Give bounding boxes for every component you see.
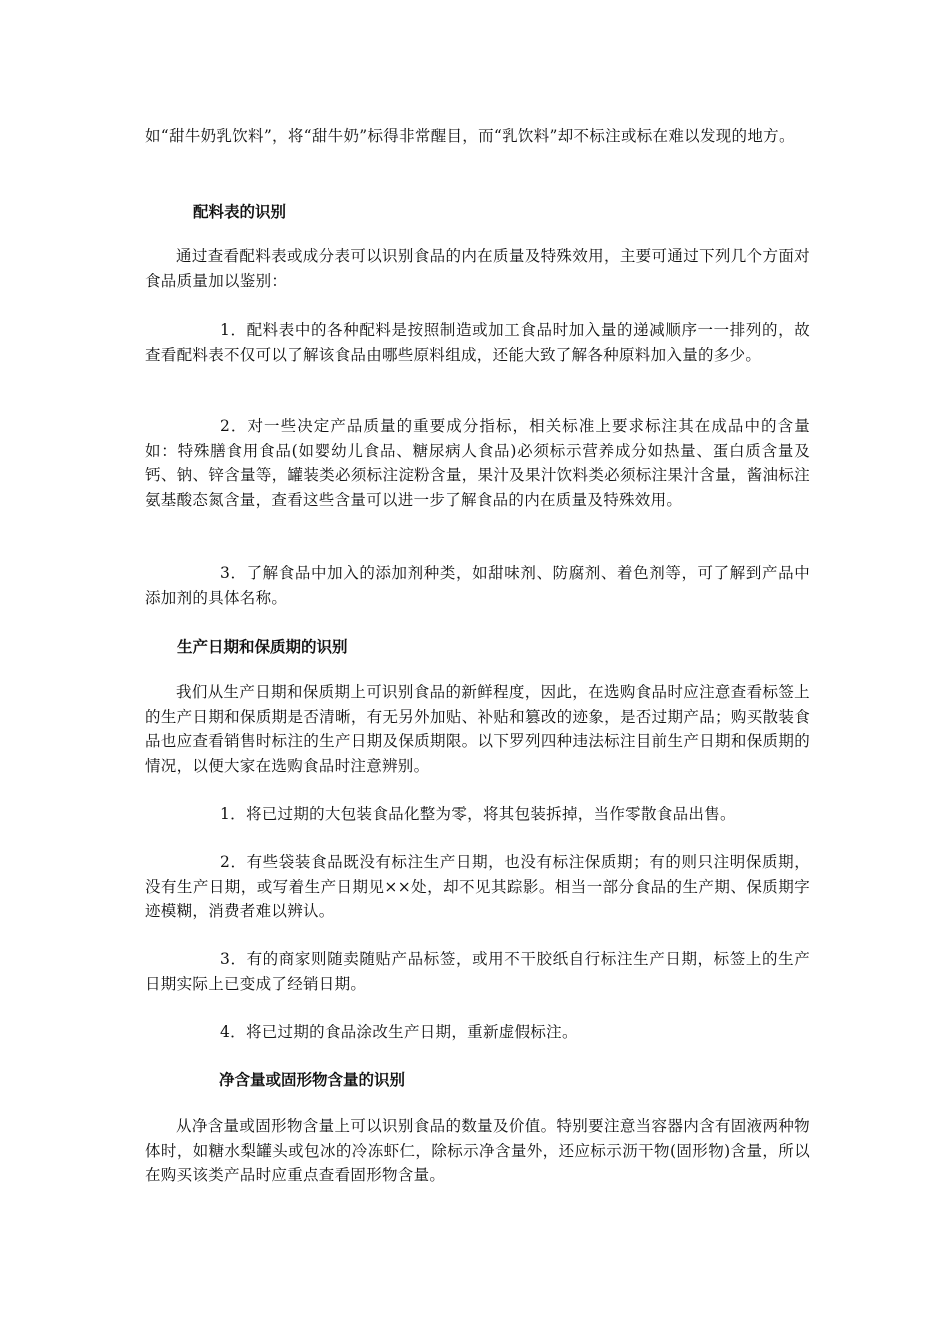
heading-net-content: 净含量或固形物含量的识别	[219, 1071, 406, 1089]
heading-ingredients: 配料表的识别	[193, 203, 287, 221]
paragraph-dates-item-3: 3．有的商家则随卖随贴产品标签，或用不干胶纸自行标注生产日期，标签上的生产日期实际上已变成了经销日期。	[145, 950, 810, 993]
paragraph-dates-intro: 我们从生产日期和保质期上可识别食品的新鲜程度，因此，在选购食品时应注意查看标签上的生产日期和保质期是否清晰，有无另外加贴、补贴和篡改的迹象，是否过期产品；购买散装食品也应查看销售时标注的生产日期及保质期限。以下罗列四种违法标注目前生产日期和保质期的情况，以便大家在选购食品时注意辨别。	[145, 683, 810, 775]
paragraph-dates-item-1: 1．将已过期的大包装食品化整为零，将其包装拆掉，当作零散食品出售。	[220, 805, 736, 823]
paragraph-ingredients-item-2: 2．对一些决定产品质量的重要成分指标，相关标准上要求标注其在成品中的含量如：特殊膳食用食品(如婴幼儿食品、糖尿病人食品)必须标示营养成分如热量、蛋白质含量及钙、钠、锌含量等，罐装类必须标注淀粉含量，果汁及果汁饮料类必须标注果汁含量，酱油标注氨基酸态氮含量，查看这些含量可以进一步了解食品的内在质量及特殊效用。	[145, 417, 810, 509]
paragraph-dates-item-4: 4．将已过期的食品涂改生产日期，重新虚假标注。	[220, 1023, 578, 1041]
paragraph-ingredients-intro: 通过查看配料表或成分表可以识别食品的内在质量及特殊效用，主要可通过下列几个方面对食品质量加以鉴别：	[145, 247, 810, 290]
heading-dates: 生产日期和保质期的识别	[177, 638, 348, 656]
paragraph-net-content: 从净含量或固形物含量上可以识别食品的数量及价值。特别要注意当容器内含有固液两种物体时，如糖水梨罐头或包冰的冷冻虾仁，除标示净含量外，还应标示沥干物(固形物)含量，所以在购买该类产品时应重点查看固形物含量。	[145, 1117, 810, 1184]
paragraph-ingredients-item-1: 1．配料表中的各种配料是按照制造或加工食品时加入量的递减顺序一一排列的，故查看配料表不仅可以了解该食品由哪些原料组成，还能大致了解各种原料加入量的多少。	[145, 321, 810, 364]
paragraph-ingredients-item-3: 3．了解食品中加入的添加剂种类，如甜味剂、防腐剂、着色剂等，可了解到产品中添加剂的具体名称。	[145, 564, 810, 607]
paragraph-intro-continuation: 如“甜牛奶乳饮料”，将“甜牛奶”标得非常醒目，而“乳饮料”却不标注或标在难以发现的地方。	[145, 127, 795, 145]
paragraph-dates-item-2: 2．有些袋装食品既没有标注生产日期，也没有标注保质期；有的则只注明保质期，没有生产日期，或写着生产日期见××处，却不见其踪影。相当一部分食品的生产期、保质期字迹模糊，消费者难以辨认。	[145, 853, 810, 920]
